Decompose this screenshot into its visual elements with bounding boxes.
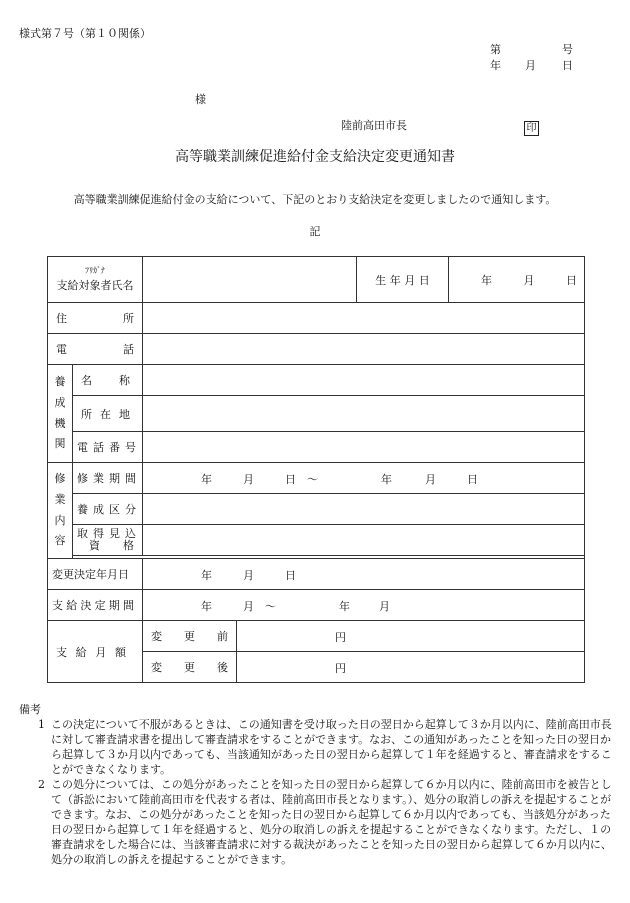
- training-org-group-label: 養 成 機 関: [48, 365, 73, 463]
- issuer-name: 陸前高田市長: [341, 119, 407, 132]
- phone-label-cell: [48, 334, 143, 365]
- category-label-cell: 養 成 区 分: [73, 494, 143, 525]
- intro-text: 高等職業訓練促進給付金の支給について、下記のとおり支給決定を変更しましたので通知します。: [73, 193, 557, 206]
- note-item-2: [19, 777, 617, 867]
- birth-year: 年: [481, 273, 492, 287]
- pay-month-1: 月: [243, 600, 254, 613]
- birth-day: 日: [566, 273, 577, 287]
- course-group-label: 修 業 内 容: [48, 463, 73, 559]
- note-2-text: この処分については、この処分があったことを知った日の翌日から起算して６か月以内に、陸前高田市を被告として（訴訟において陸前高田市を代表する者は、陸前高田市長となります。）、処分の取消しの訴えを提起することができます。なお、この処分があったことを知った日の翌日から起算して６か月以内であっても、当該処分があった日の翌日から起算して１年を経過すると、処分の取消しの訴えを提起することができなくなります。ただし、１の審査請求をした場合には、当該審査請求に対する裁決があったことを知った日の翌日から起算して６か月以内に、処分の取消しの訴えを提起することができます。: [51, 778, 612, 866]
- pay-year-2: 年: [339, 600, 350, 613]
- address-label-2: 所: [123, 312, 134, 325]
- monthly-label-cell: 支 給 月 額: [48, 621, 143, 683]
- period-label-cell: 修 業 期 間: [73, 463, 143, 494]
- period-month-2: 月: [425, 473, 436, 486]
- period-day-1: 日: [285, 473, 296, 486]
- ki-label: 記: [309, 225, 321, 238]
- note-1-text: この決定について不服があるときは、この通知書を受け取った日の翌日から起算して３か月以内に、陸前高田市長に対して審査請求書を提出して審査請求をすることができます。なお、この通知があったことを知った日の翌日から起算して３か月以内であっても、当該通知があった日の翌日から起算して１年を経過すると、審査請求をすることができなくなります。: [51, 718, 612, 776]
- birth-label: 生 年 月 日: [375, 273, 430, 287]
- after-yen: 円: [335, 662, 346, 675]
- address-label-1: 住: [56, 312, 67, 325]
- doc-number-suffix: 号: [562, 43, 573, 56]
- note-2-number: 2: [38, 778, 45, 791]
- qualification-label-cell: 取 得 見 込 資 格: [73, 525, 143, 556]
- payment-period-value-cell[interactable]: [143, 590, 585, 621]
- notes-section: [19, 702, 617, 867]
- pay-tilde: ～: [265, 600, 276, 613]
- org-name-label-cell: 名 称: [73, 365, 143, 396]
- change-date-label-cell: [48, 559, 143, 590]
- qualification-value-cell[interactable]: [143, 525, 585, 556]
- issue-date-day: 日: [562, 59, 573, 72]
- period-tilde: ～: [307, 473, 318, 486]
- form-number: 様式第７号（第１０関係）: [19, 27, 151, 40]
- org-name-value-cell[interactable]: [143, 365, 585, 396]
- period-value-cell[interactable]: [143, 463, 585, 494]
- name-value-cell[interactable]: [143, 257, 357, 303]
- change-day: 日: [285, 569, 296, 582]
- seal-mark: [524, 116, 539, 136]
- name-label: 支給対象者氏名: [56, 278, 134, 292]
- birth-month: 月: [523, 273, 535, 287]
- notes-heading: 備考: [19, 703, 41, 716]
- category-value-cell[interactable]: [143, 494, 585, 525]
- issue-date-year: 年: [490, 59, 501, 72]
- org-location-label-cell: 所 在 地: [73, 396, 143, 432]
- org-phone-label-cell: 電 話 番 号: [73, 432, 143, 463]
- period-year-2: 年: [381, 473, 392, 486]
- after-label-cell: 変 更 後: [143, 652, 237, 683]
- pay-year-1: 年: [201, 600, 212, 613]
- name-label-cell: [48, 257, 143, 303]
- seal-text: 印: [524, 121, 539, 136]
- period-month-1: 月: [243, 473, 254, 486]
- furigana-label: ﾌﾘｶﾞﾅ: [85, 265, 105, 275]
- before-yen: 円: [335, 631, 346, 644]
- before-amount-cell[interactable]: [237, 621, 585, 652]
- phone-label-1: 電: [56, 343, 67, 356]
- note-1-number: 1: [38, 718, 45, 731]
- address-value-cell[interactable]: [143, 303, 585, 334]
- phone-label-2: 話: [123, 343, 134, 356]
- note-item-1: [19, 717, 617, 777]
- change-year: 年: [201, 569, 212, 582]
- phone-value-cell[interactable]: [143, 334, 585, 365]
- address-label-cell: [48, 303, 143, 334]
- addressee-honorific: 様: [195, 93, 206, 106]
- org-phone-value-cell[interactable]: [143, 432, 585, 463]
- change-month: 月: [243, 569, 254, 582]
- notice-form-table: [47, 256, 585, 683]
- before-label-cell: 変 更 前: [143, 621, 237, 652]
- doc-number-prefix: 第: [490, 43, 501, 56]
- birth-label-cell: [357, 257, 449, 303]
- period-day-2: 日: [467, 473, 478, 486]
- birth-value-cell[interactable]: [449, 257, 585, 303]
- change-date-label: 変更決定年月日: [52, 568, 129, 581]
- payment-period-label-cell: 支 給 決 定 期 間: [48, 590, 143, 621]
- issue-date-month: 月: [525, 59, 536, 72]
- after-amount-cell[interactable]: [237, 652, 585, 683]
- document-title: 高等職業訓練促進給付金支給決定変更通知書: [175, 149, 455, 165]
- change-date-value-cell[interactable]: [143, 559, 585, 590]
- pay-month-2: 月: [379, 600, 390, 613]
- org-location-value-cell[interactable]: [143, 396, 585, 432]
- period-year-1: 年: [201, 473, 212, 486]
